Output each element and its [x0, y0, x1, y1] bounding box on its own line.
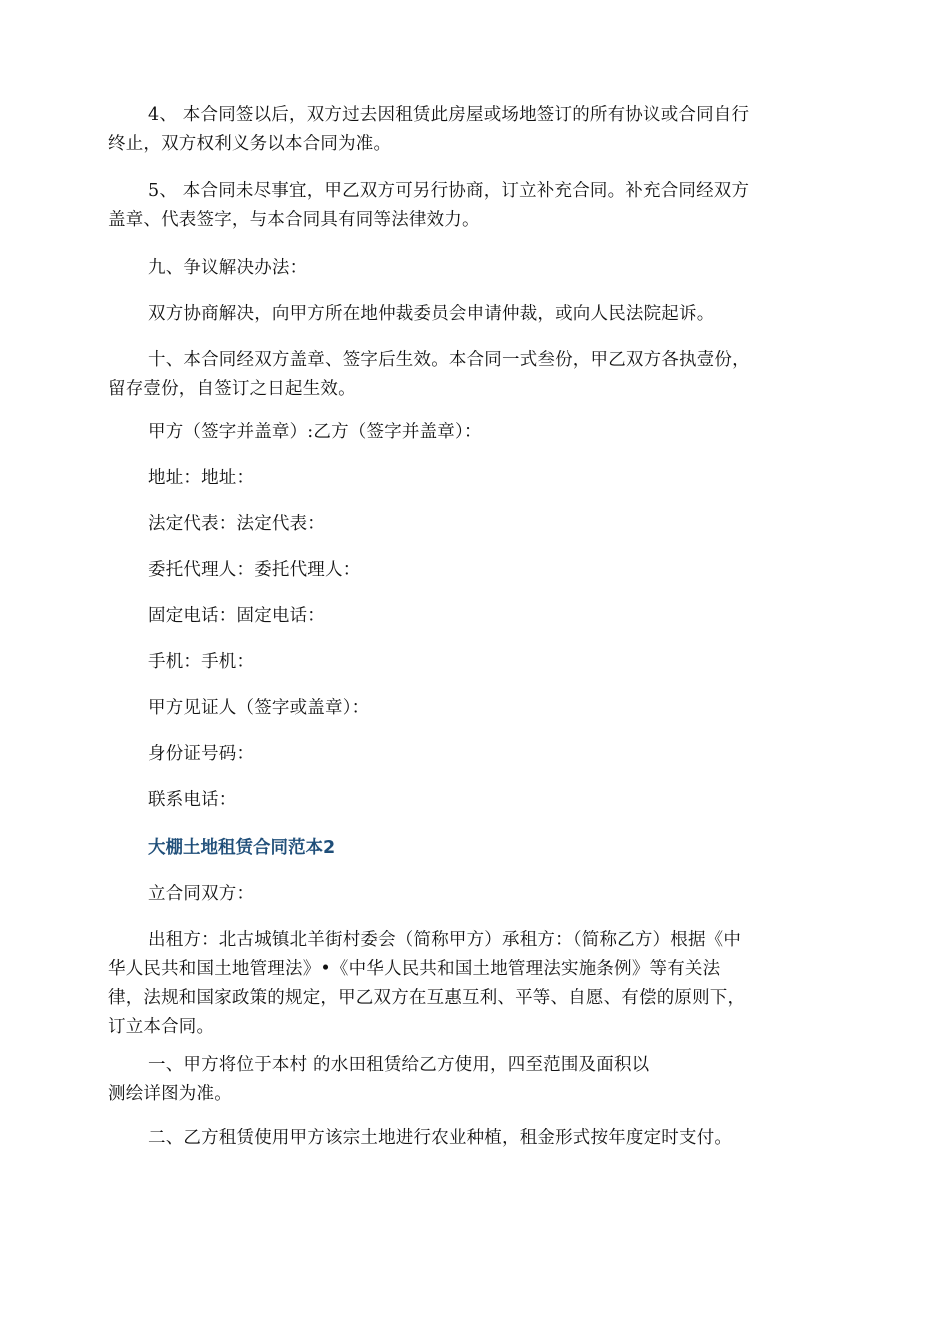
text-line: 甲方（签字并盖章）:乙方（签字并盖章）： [148, 422, 482, 442]
paragraph-clause-10 [108, 346, 843, 404]
signature-line-contact [108, 786, 843, 815]
text-line: 一、甲方将位于本村 的水田租赁给乙方使用，四至范围及面积以 [148, 1055, 650, 1075]
text-line: 终止，双方权利义务以本合同为准。 [108, 134, 392, 154]
signature-line-address [108, 464, 843, 493]
paragraph-clause-4 [108, 101, 843, 159]
paragraph-dispute-title [108, 254, 843, 283]
text-line: 二、乙方租赁使用甲方该宗土地进行农业种植，租金形式按年度定时支付。 [148, 1128, 733, 1148]
text-line: 出租方：北古城镇北羊街村委会（简称甲方）承租方：（简称乙方）根据《中 [148, 930, 742, 950]
signature-line-mobile [108, 648, 843, 677]
signature-line-agent [108, 556, 843, 585]
text-line: 十、本合同经双方盖章、签字后生效。本合同一式叁份，甲乙双方各执壹份， [148, 350, 750, 370]
text-line: 留存壹份，自签订之日起生效。 [108, 379, 356, 399]
text-line: 联系电话： [148, 790, 237, 810]
signature-line-phone [108, 602, 843, 631]
text-line: 手机：手机： [148, 652, 255, 672]
text-line: 订立本合同。 [108, 1017, 215, 1037]
text-line: 盖章、代表签字，与本合同具有同等法律效力。 [108, 210, 480, 230]
text-line: 地址：地址： [148, 468, 255, 488]
text-line: 甲方见证人（签字或盖章）： [148, 698, 370, 718]
signature-line-witness [108, 694, 843, 723]
text-line: 华人民共和国土地管理法》•《中华人民共和国土地管理法实施条例》等有关法 [108, 959, 721, 979]
paragraph-clause-5 [108, 177, 843, 235]
text-line: 委托代理人：委托代理人： [148, 560, 361, 580]
text-line: 身份证号码： [148, 744, 255, 764]
paragraph-clause-2 [108, 1124, 843, 1153]
text-line: 法定代表：法定代表： [148, 514, 325, 534]
paragraph-parties [108, 880, 843, 909]
signature-line-parties [108, 418, 843, 447]
signature-line-legal-rep [108, 510, 843, 539]
paragraph-clause-1 [108, 1051, 843, 1109]
signature-line-id-number [108, 740, 843, 769]
text-line: 4、 本合同签以后，双方过去因租赁此房屋或场地签订的所有协议或合同自行 [148, 105, 750, 125]
text-line: 测绘详图为准。 [108, 1084, 232, 1104]
section-heading: 大棚土地租赁合同范本2 [148, 838, 336, 858]
text-line: 5、 本合同未尽事宜，甲乙双方可另行协商，订立补充合同。补充合同经双方 [148, 181, 750, 201]
text-line: 双方协商解决，向甲方所在地仲裁委员会申请仲裁，或向人民法院起诉。 [148, 304, 715, 324]
text-line: 律，法规和国家政策的规定，甲乙双方在互惠互利、平等、自愿、有偿的原则下， [108, 988, 746, 1008]
text-line: 立合同双方： [148, 884, 255, 904]
text-line: 九、争议解决办法： [148, 258, 308, 278]
paragraph-dispute-body [108, 300, 843, 329]
text-line: 固定电话：固定电话： [148, 606, 325, 626]
paragraph-lessor [108, 926, 843, 1042]
